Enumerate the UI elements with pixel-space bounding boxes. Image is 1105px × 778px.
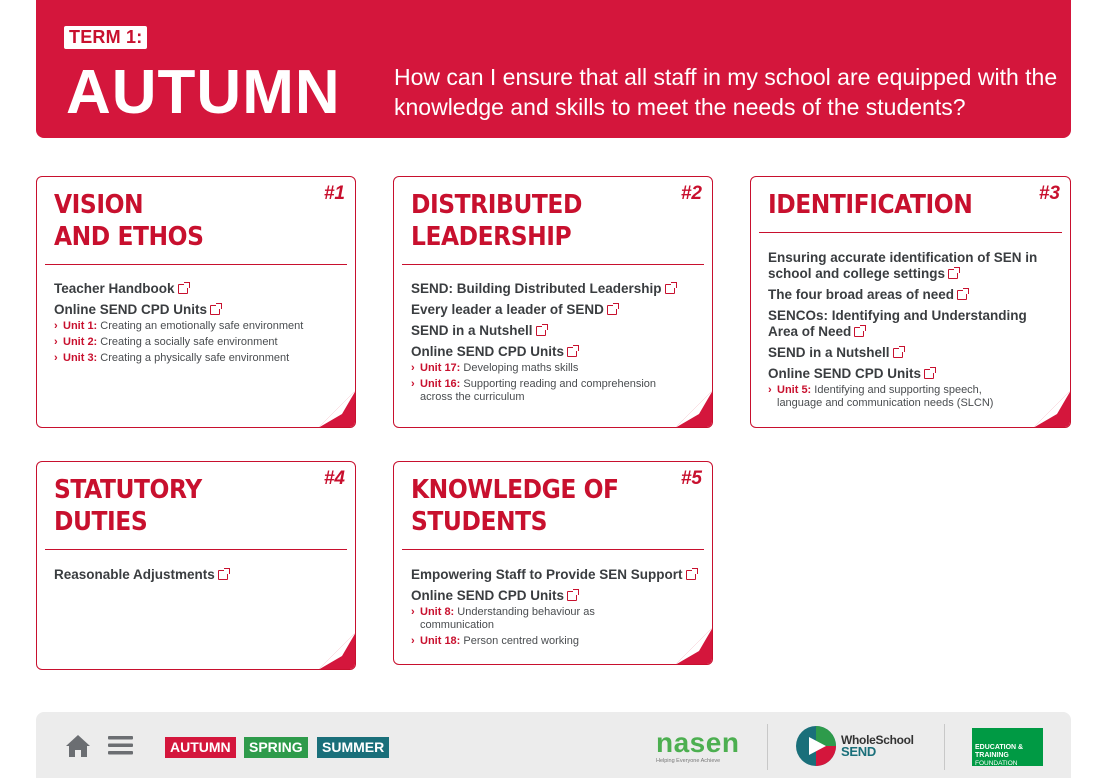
resource-link-label: Online SEND CPD Units — [411, 588, 565, 603]
external-link-icon — [854, 327, 864, 337]
page-curl-icon — [675, 390, 713, 428]
unit-item: › Unit 2: Creating a socially safe environment — [54, 336, 278, 348]
external-link-icon — [178, 284, 188, 294]
card-distributed-leadership — [393, 176, 713, 428]
resource-link[interactable] — [411, 323, 702, 339]
unit-item: › Unit 17: Developing maths skills — [411, 362, 579, 374]
card-title — [54, 474, 202, 538]
resource-link-label: SEND in a Nutshell — [768, 345, 890, 360]
card-number: #1 — [323, 183, 345, 204]
unit-item: › Unit 8: Understanding behaviour as communication — [411, 606, 595, 631]
resource-link[interactable] — [411, 281, 702, 297]
external-link-icon — [957, 290, 967, 300]
card-vision-and-ethos — [36, 176, 356, 428]
external-link-icon — [567, 347, 577, 357]
resource-link-label: Reasonable Adjustments — [54, 567, 215, 582]
external-link-icon — [665, 284, 675, 294]
unit-item: › Unit 16: Supporting reading and comprehension across the curriculum — [411, 378, 657, 403]
resource-link[interactable] — [411, 344, 702, 360]
season-title: AUTUMN — [66, 58, 341, 127]
card-title-line: KNOWLEDGE OF — [411, 475, 619, 505]
resource-link-label: The four broad areas of need — [768, 287, 955, 302]
resource-link[interactable] — [768, 250, 1060, 282]
external-link-icon — [210, 305, 220, 315]
resource-link[interactable] — [54, 281, 345, 297]
term-label: TERM 1: — [64, 26, 147, 49]
card-content — [411, 281, 702, 407]
summer-button[interactable]: SUMMER — [317, 737, 389, 758]
resource-link-label: SEND in a Nutshell — [411, 323, 533, 338]
page-curl-icon — [675, 627, 713, 665]
etf-line2: FOUNDATION — [975, 760, 1018, 767]
resource-link[interactable] — [768, 366, 1060, 382]
card-content — [768, 250, 1060, 413]
external-link-icon — [686, 570, 696, 580]
card-divider — [759, 232, 1062, 233]
autumn-button[interactable]: AUTUMN — [165, 737, 236, 758]
resource-link[interactable] — [768, 345, 1060, 361]
resource-link-label: Online SEND CPD Units — [411, 344, 565, 359]
etf-line1: EDUCATION & TRAINING — [975, 744, 1024, 759]
card-knowledge-of-students — [393, 461, 713, 665]
resource-link[interactable] — [411, 588, 702, 604]
menu-icon[interactable] — [108, 735, 133, 755]
card-title-line: IDENTIFICATION — [768, 190, 973, 220]
chevron-right-icon: › — [411, 378, 415, 390]
card-number: #2 — [680, 183, 702, 204]
resource-link-label: SENCOs: Identifying and Understanding Area of Need — [768, 308, 1027, 339]
resource-link-label: Online SEND CPD Units — [54, 302, 208, 317]
card-title-line: VISION — [54, 190, 144, 220]
card-title-line: STUDENTS — [411, 507, 548, 537]
card-number: #5 — [680, 468, 702, 489]
card-number: #3 — [1038, 183, 1060, 204]
nasen-wordmark: nasen — [656, 727, 740, 758]
card-divider — [45, 549, 347, 550]
card-content — [54, 567, 345, 588]
resource-link[interactable] — [54, 567, 345, 583]
card-content — [411, 567, 702, 651]
chevron-right-icon: › — [411, 606, 415, 618]
chevron-right-icon: › — [411, 635, 415, 647]
spring-button[interactable]: SPRING — [244, 737, 308, 758]
resource-link-label: Teacher Handbook — [54, 281, 175, 296]
external-link-icon — [948, 269, 958, 279]
wholeschool-send-logo — [841, 734, 914, 758]
external-link-icon — [567, 591, 577, 601]
resource-link-label: Every leader a leader of SEND — [411, 302, 604, 317]
card-number: #4 — [323, 468, 345, 489]
external-link-icon — [924, 369, 934, 379]
resource-link[interactable] — [768, 308, 1060, 340]
chevron-right-icon: › — [411, 362, 415, 374]
wholeschool-wordmark: WholeSchool — [841, 733, 914, 747]
resource-link-label: SEND: Building Distributed Leadership — [411, 281, 662, 296]
card-identification — [750, 176, 1071, 428]
card-title — [768, 189, 972, 221]
logo-divider — [767, 724, 768, 770]
resource-link[interactable] — [768, 287, 1060, 303]
resource-link-label: Ensuring accurate identification of SEN in school and college settings — [768, 250, 1038, 281]
card-divider — [45, 264, 347, 265]
card-divider — [402, 264, 704, 265]
card-title — [54, 189, 203, 253]
chevron-right-icon: › — [54, 320, 58, 332]
card-title-line: STATUTORY — [54, 475, 202, 505]
card-title-line: DUTIES — [54, 507, 148, 537]
card-content — [54, 281, 345, 368]
chevron-right-icon: › — [768, 384, 772, 396]
chevron-right-icon: › — [54, 336, 58, 348]
resource-link-label: Empowering Staff to Provide SEN Support — [411, 567, 683, 582]
page-curl-icon — [318, 632, 356, 670]
page-curl-icon — [1033, 390, 1071, 428]
card-divider — [402, 549, 704, 550]
external-link-icon — [536, 326, 546, 336]
external-link-icon — [218, 570, 228, 580]
wholeschool-send-logo-icon — [795, 725, 837, 767]
unit-item: › Unit 5: Identifying and supporting speech, language and communication needs (SLCN) — [768, 384, 994, 409]
resource-link-label: Online SEND CPD Units — [768, 366, 922, 381]
resource-link[interactable] — [54, 302, 345, 318]
resource-link[interactable] — [411, 302, 702, 318]
guiding-question: How can I ensure that all staff in my school are equipped with the knowledge and skills to meet the needs of the students? — [394, 64, 1058, 120]
chevron-right-icon: › — [54, 352, 58, 364]
unit-item: › Unit 18: Person centred working — [411, 635, 579, 647]
send-wordmark: SEND — [841, 744, 876, 759]
card-title-line: AND ETHOS — [54, 222, 204, 252]
unit-item: › Unit 1: Creating an emotionally safe environment — [54, 320, 304, 332]
nasen-logo — [656, 729, 739, 765]
card-statutory-duties — [36, 461, 356, 670]
card-title — [411, 189, 582, 253]
nasen-tagline: Helping Everyone Achieve — [656, 758, 721, 764]
page-curl-icon — [318, 390, 356, 428]
resource-link[interactable] — [411, 567, 702, 583]
logo-divider — [944, 724, 945, 770]
home-icon[interactable] — [65, 734, 91, 758]
card-title-line: LEADERSHIP — [411, 222, 572, 252]
unit-item: › Unit 3: Creating a physically safe environment — [54, 352, 290, 364]
external-link-icon — [893, 348, 903, 358]
etf-logo — [972, 728, 1043, 766]
external-link-icon — [607, 305, 617, 315]
card-title — [411, 474, 619, 538]
card-title-line: DISTRIBUTED — [411, 190, 582, 220]
